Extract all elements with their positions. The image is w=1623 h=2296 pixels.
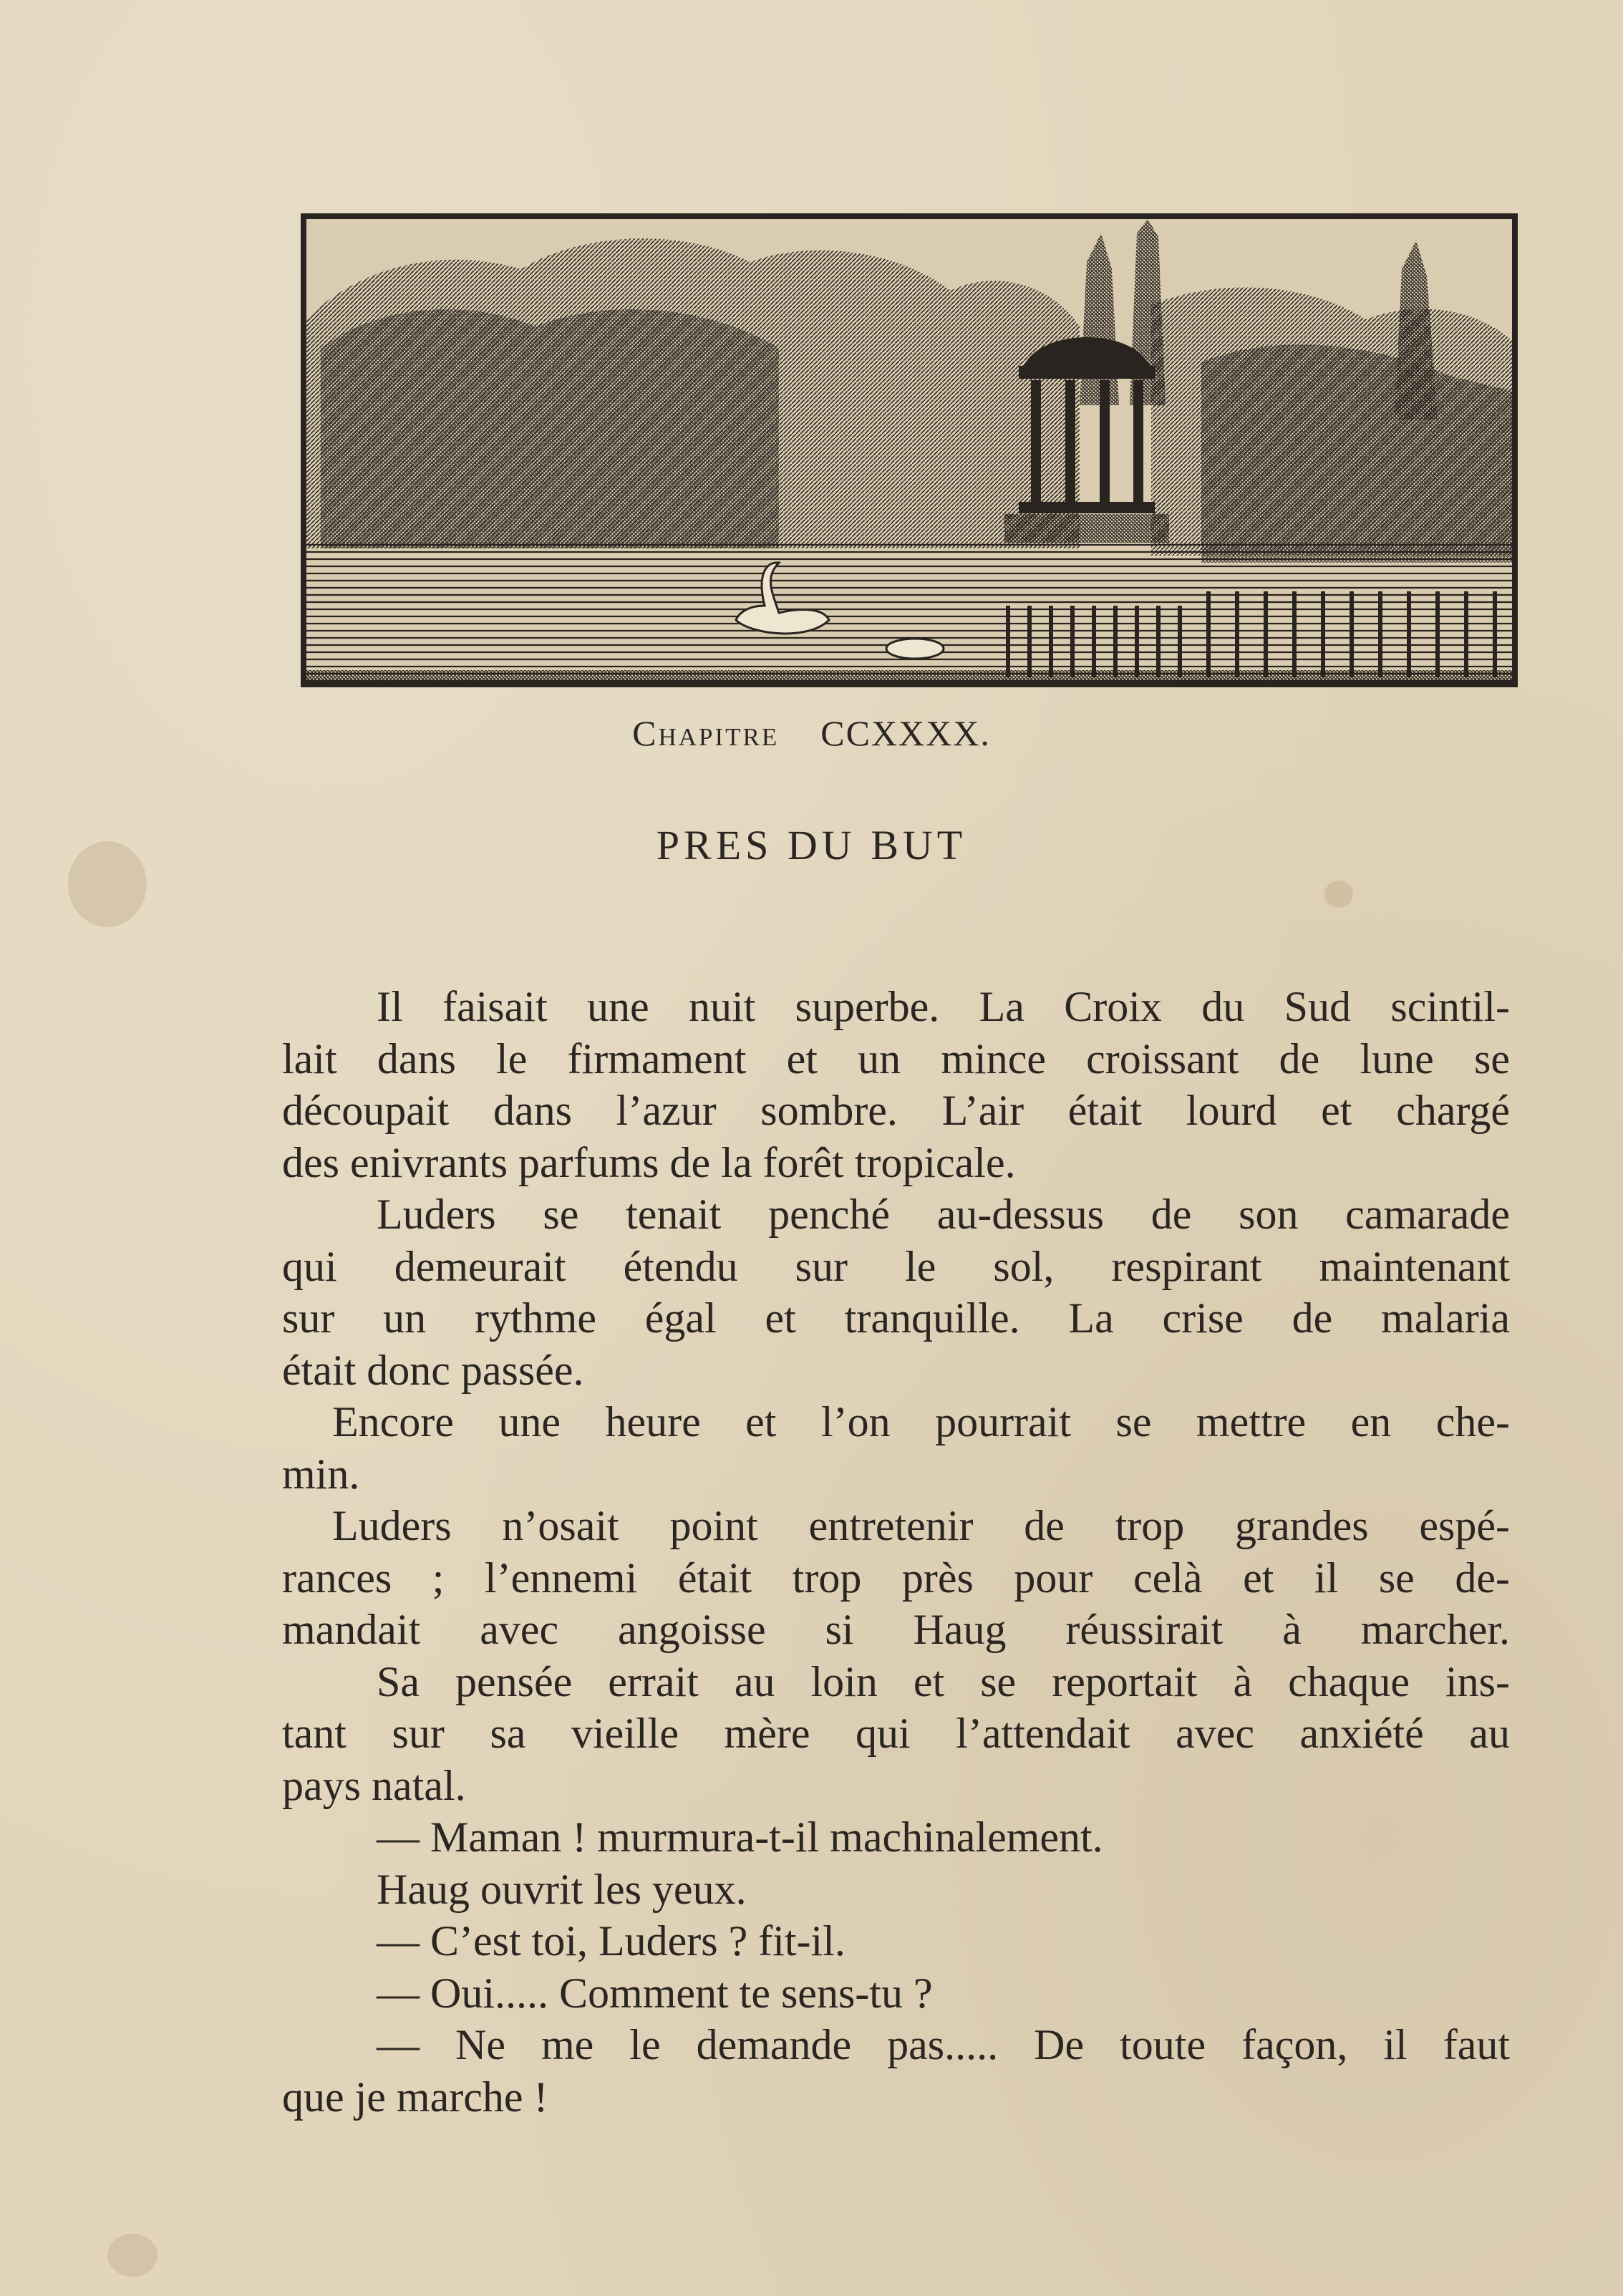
dialogue-line: — Ne me le demande pas..... De toute façon, il faut <box>377 2021 1510 2068</box>
text-line: découpait dans l’azur sombre. L’air était lourd et chargé <box>282 1087 1510 1134</box>
chapter-number: CCXXXX. <box>820 713 991 753</box>
chapter-heading <box>0 712 1623 754</box>
chapter-title: PRES DU BUT <box>656 822 967 868</box>
text-line: lait dans le firmament et un mince croissant de lune se <box>282 1035 1510 1082</box>
text-line: des enivrants parfums de la forêt tropicale. <box>282 1139 1016 1186</box>
text-line: Luders n’osait point entretenir de trop grandes espé- <box>332 1502 1510 1549</box>
lake-temple-illustration <box>306 219 1512 682</box>
text-line: Luders se tenait penché au-dessus de son camarade <box>377 1191 1510 1238</box>
text-line: rances ; l’ennemi était trop près pour celà et il se de- <box>282 1554 1510 1602</box>
text-line: sur un rythme égal et tranquille. La crise de malaria <box>282 1294 1510 1342</box>
text-line: était donc passée. <box>282 1347 584 1394</box>
chapter-header-engraving <box>301 213 1518 687</box>
text-line: mandait avec angoisse si Haug réussirait à marcher. <box>282 1606 1510 1653</box>
dialogue-line: — C’est toi, Luders ? fit-il. <box>377 1917 846 1965</box>
chapter-word: Chapitre <box>632 713 780 753</box>
text-line: pays natal. <box>282 1762 466 1809</box>
dialogue-line: — Oui..... Comment te sens-tu ? <box>377 1970 933 2017</box>
text-line: Il faisait une nuit superbe. La Croix du Sud scintil- <box>377 983 1510 1030</box>
paper-stain <box>107 2234 158 2277</box>
text-line: tant sur sa vieille mère qui l’attendait avec anxiété au <box>282 1710 1510 1757</box>
paper-stain <box>1324 881 1353 908</box>
text-line: Sa pensée errait au loin et se reportait à chaque ins- <box>377 1658 1510 1705</box>
text-line: qui demeurait étendu sur le sol, respirant maintenant <box>282 1243 1510 1290</box>
text-line: Haug ouvrit les yeux. <box>377 1866 747 1913</box>
text-line: min. <box>282 1450 360 1498</box>
dialogue-line: — Maman ! murmura-t-il machinalement. <box>377 1813 1103 1861</box>
text-line: que je marche ! <box>282 2073 548 2121</box>
text-line: Encore une heure et l’on pourrait se mettre en che- <box>332 1398 1510 1445</box>
